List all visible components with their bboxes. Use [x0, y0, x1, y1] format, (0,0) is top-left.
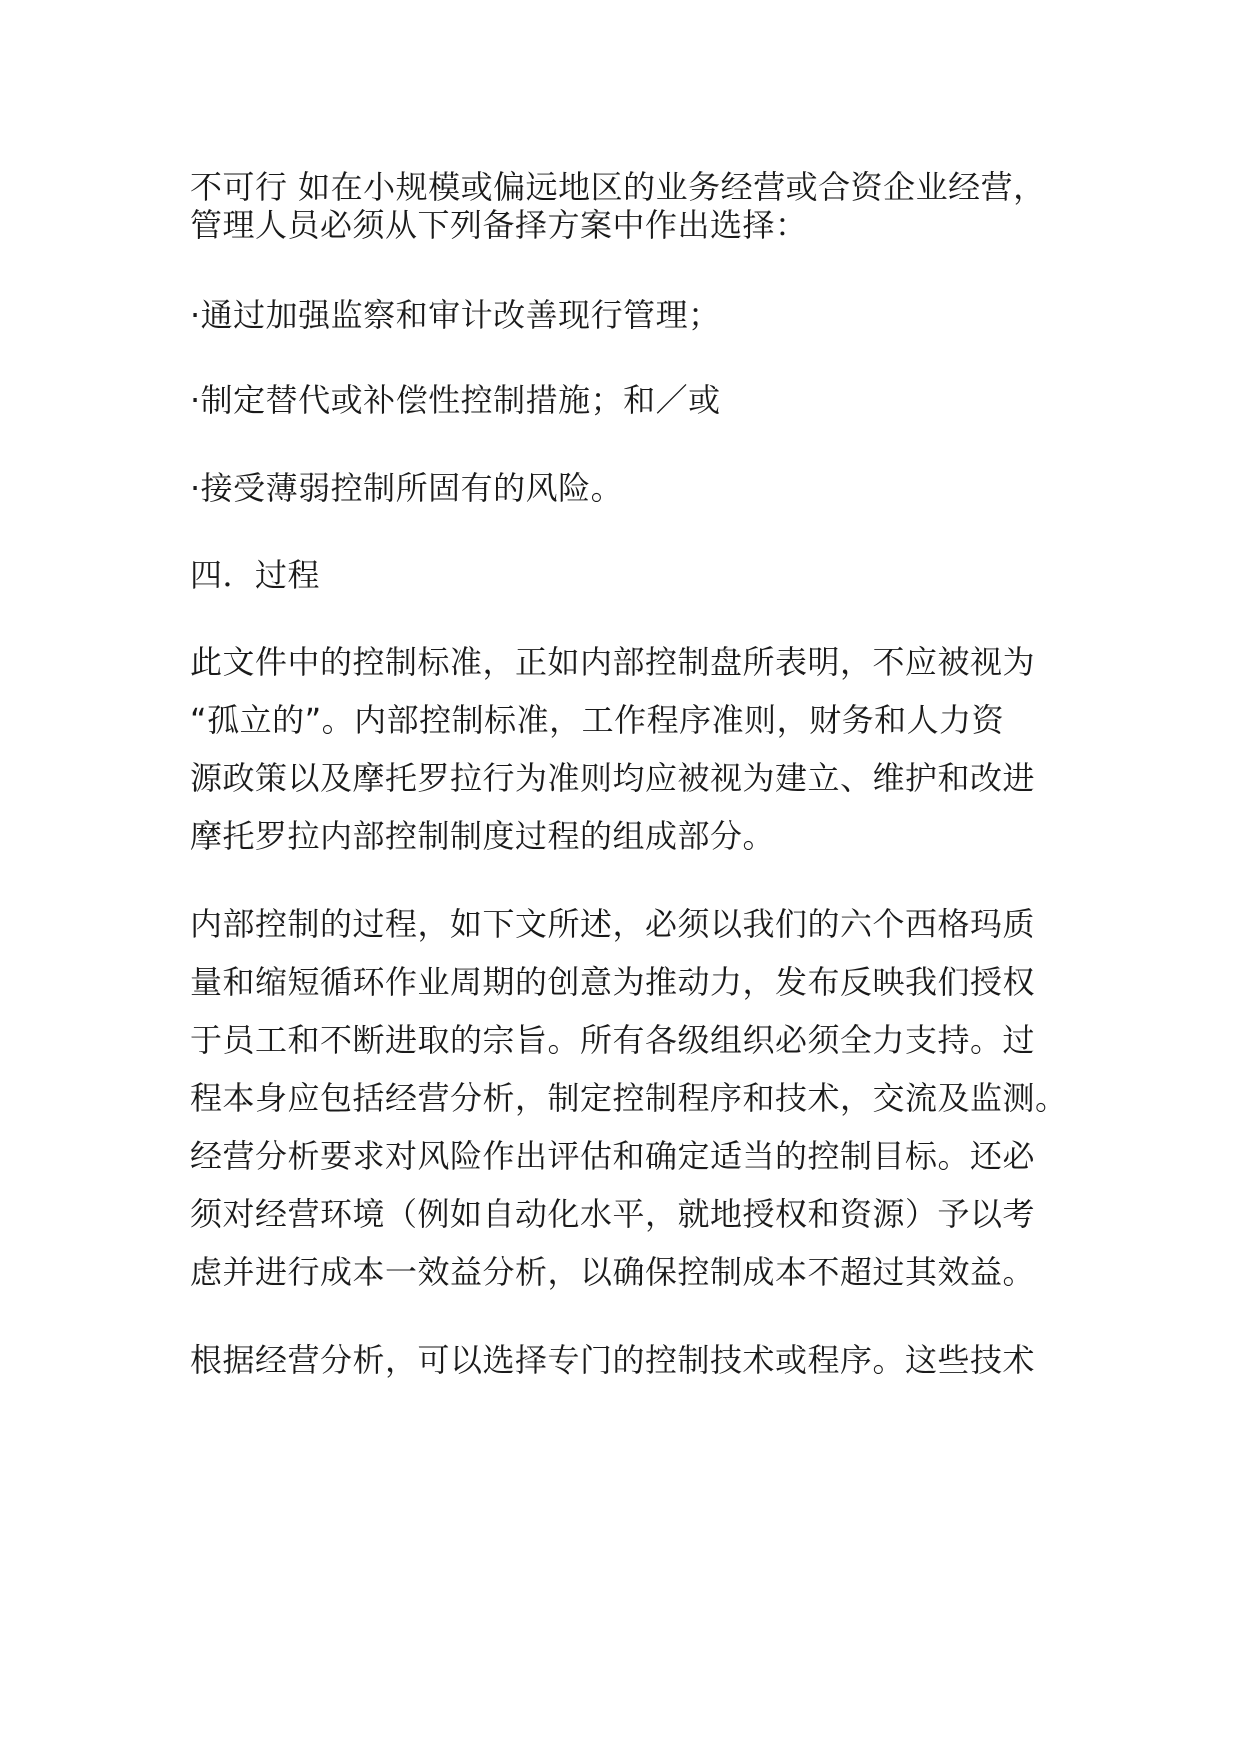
paragraph-line: 须对经营环境（例如自动化水平，就地授权和资源）予以考	[190, 1195, 1036, 1233]
paragraph-line: “孤立的”。内部控制标准，工作程序准则，财务和人力资	[190, 701, 1005, 739]
paragraph-line: 此文件中的控制标准，正如内部控制盘所表明，不应被视为	[190, 643, 1036, 681]
paragraph-line: 程本身应包括经营分析，制定控制程序和技术，交流及监测。	[190, 1079, 1068, 1117]
paragraph-line: 虑并进行成本一效益分析，以确保控制成本不超过其效益。	[190, 1253, 1036, 1291]
paragraph-line: 源政策以及摩托罗拉行为准则均应被视为建立、维护和改进	[190, 759, 1036, 797]
bullet-item: ·制定替代或补偿性控制措施；和／或	[190, 381, 721, 419]
paragraph-line: 内部控制的过程，如下文所述，必须以我们的六个西格玛质	[190, 905, 1036, 943]
paragraph-line: 量和缩短循环作业周期的创意为推动力，发布反映我们授权	[190, 963, 1036, 1001]
paragraph-line: 不可行 如在小规模或偏远地区的业务经营或合资企业经营，	[190, 168, 1046, 206]
paragraph-line: 摩托罗拉内部控制制度过程的组成部分。	[190, 817, 776, 855]
section-heading: 四．过程	[190, 556, 321, 594]
paragraph-line: 管理人员必须从下列备择方案中作出选择：	[190, 206, 808, 244]
paragraph-line: 经营分析要求对风险作出评估和确定适当的控制目标。还必	[190, 1137, 1036, 1175]
bullet-item: ·接受薄弱控制所固有的风险。	[190, 469, 624, 507]
paragraph-line: 于员工和不断进取的宗旨。所有各级组织必须全力支持。过	[190, 1021, 1036, 1059]
bullet-item: ·通过加强监察和审计改善现行管理；	[190, 296, 721, 334]
paragraph-line: 根据经营分析，可以选择专门的控制技术或程序。这些技术	[190, 1341, 1036, 1379]
